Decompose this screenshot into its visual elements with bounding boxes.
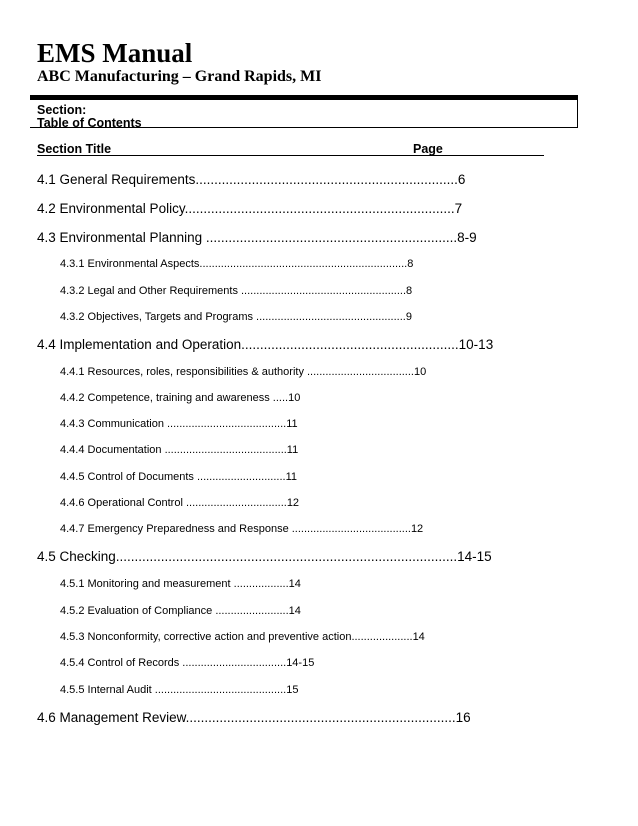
toc-entry-4-3-1: 4.3.1 Environmental Aspects....................................................................8 [60,258,414,270]
toc-entry-4-3: 4.3 Environmental Planning ...................................................................8-9 [37,230,477,245]
section-box [30,95,578,128]
document-title: EMS Manual [37,38,193,68]
column-header-section-title: Section Title [37,142,112,156]
toc-entry-4-5-3: 4.5.3 Nonconformity, corrective action and preventive action....................14 [60,631,425,643]
toc-entry-4-4-2: 4.4.2 Competence, training and awareness .....10 [60,392,301,404]
toc-entry-4-4-6: 4.4.6 Operational Control .................................12 [60,497,300,509]
toc-entry-4-2: 4.2 Environmental Policy........................................................................7 [37,201,463,216]
section-value: Table of Contents [37,116,142,130]
toc-entry-4-4-4: 4.4.4 Documentation ........................................11 [60,444,299,456]
document-subtitle: ABC Manufacturing – Grand Rapids, MI [37,68,322,85]
toc-entry-4-5: 4.5 Checking...........................................................................................14-15 [37,549,492,564]
toc-entry-4-4-3: 4.4.3 Communication .......................................11 [60,418,298,430]
toc-entry-4-5-4: 4.5.4 Control of Records ..................................14-15 [60,657,315,669]
toc-entry-4-5-2: 4.5.2 Evaluation of Compliance ........................14 [60,605,301,617]
toc-entry-4-6: 4.6 Management Review........................................................................16 [37,710,471,725]
toc-entry-4-3-2b: 4.3.2 Objectives, Targets and Programs .................................................9 [60,311,412,323]
toc-entry-4-5-5: 4.5.5 Internal Audit ...........................................15 [60,684,299,696]
toc-entry-4-5-1: 4.5.1 Monitoring and measurement ..................14 [60,578,301,590]
column-header-row [37,142,544,156]
toc-entry-4-4-5: 4.4.5 Control of Documents .............................11 [60,471,298,483]
toc-entry-4-4-1: 4.4.1 Resources, roles, responsibilities & authority ...................................10 [60,366,427,378]
section-label: Section: [37,103,87,117]
toc-entry-4-3-2a: 4.3.2 Legal and Other Requirements ......................................................8 [60,285,413,297]
toc-entry-4-4: 4.4 Implementation and Operation..........................................................10-13 [37,337,494,352]
column-header-page: Page [413,142,443,156]
toc-entry-4-4-7: 4.4.7 Emergency Preparedness and Response .......................................12 [60,523,424,535]
toc-entry-4-1: 4.1 General Requirements......................................................................6 [37,172,466,187]
